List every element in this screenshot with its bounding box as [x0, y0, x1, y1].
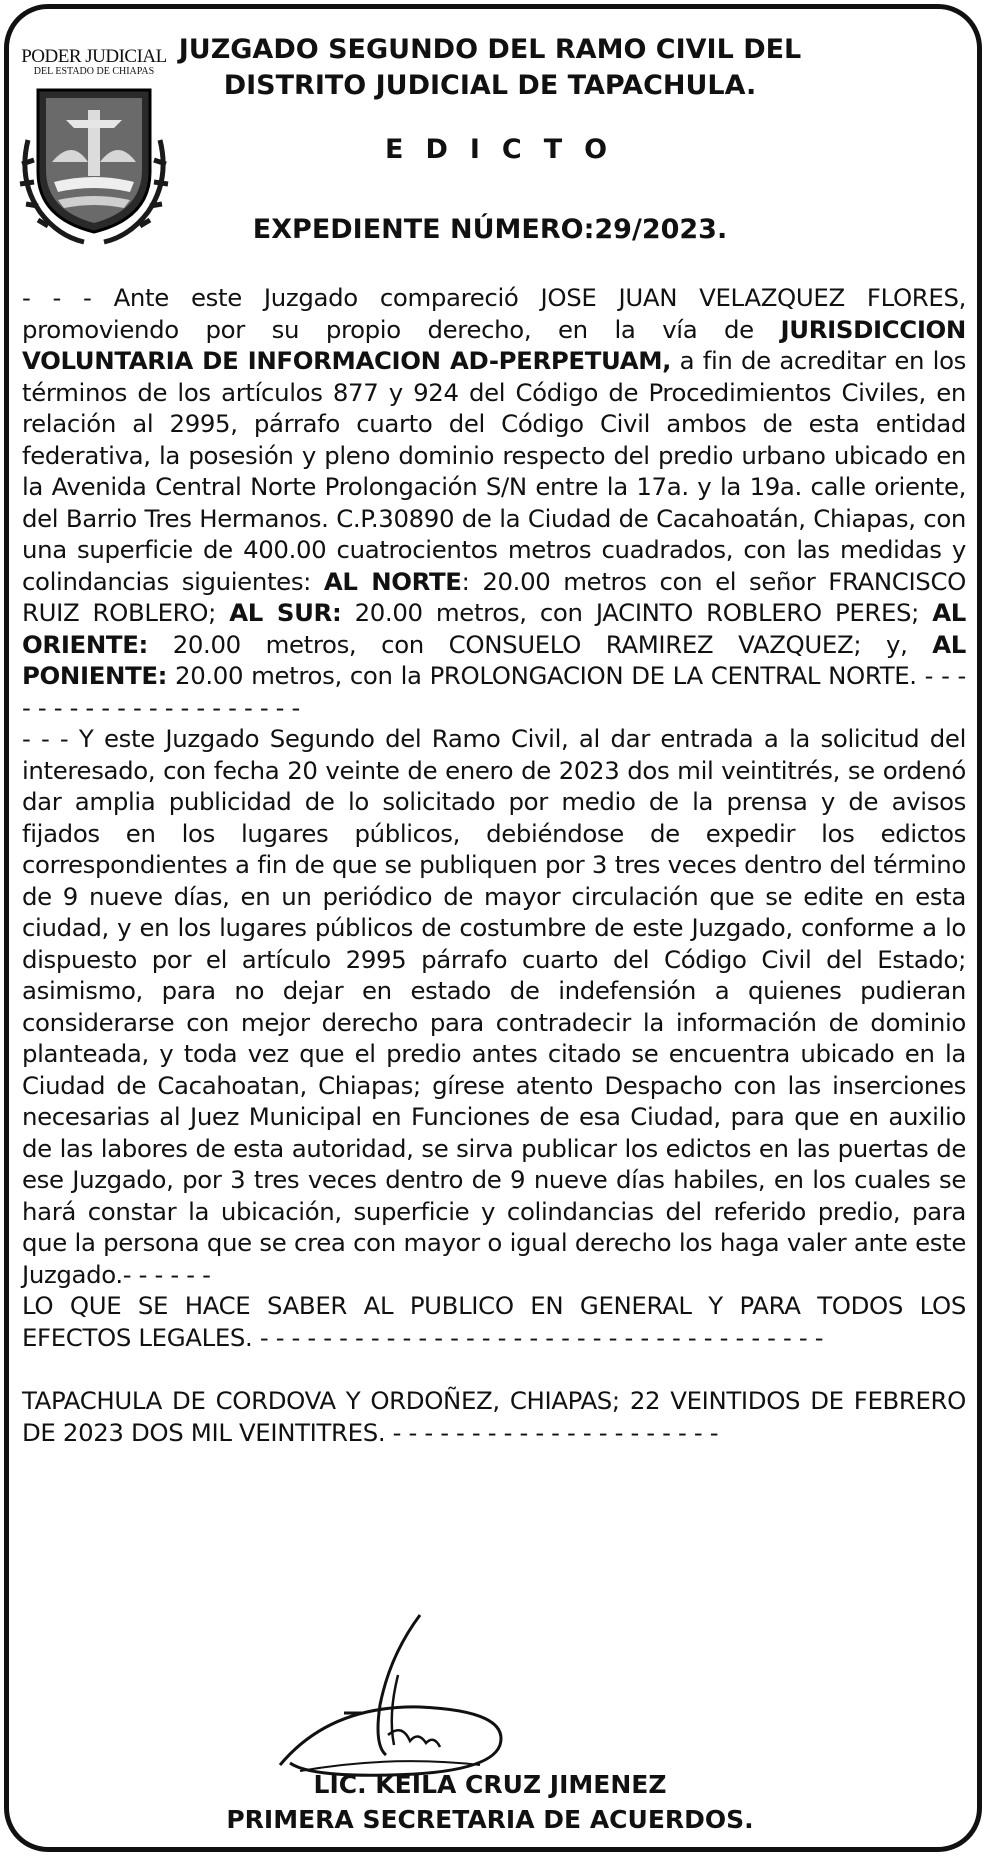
document-type-heading: EDICTO [385, 134, 630, 165]
paragraph-order: - - - Y este Juzgado Segundo del Ramo Civil, al dar entrada a la solicitud del interesado, con fecha 20 veinte de enero de 2023 dos mil veintitrés, se ordenó dar amplia publicidad de lo solicitado por medio de la prensa y de avisos fijados en los lugares públicos, debiéndose de expedir los edictos correspondientes a fin de que se publiquen por 3 tres veces dentro del término de 9 nueve días, en un periódico de mayor circulación que se edite en esta ciudad, y en los lugares públicos de costumbre de este Juzgado, conforme a lo dispuesto por el artículo 2995 párrafo cuarto del Código Civil del Estado; asimismo, para no dejar en estado de indefensión a quienes pudieran considerarse con mejor derecho para contradecir la información de dominio planteada, y toda vez que el predio antes citado se encuentra ubicado en la Ciudad de Cacahoatan, Chiapas; gírese atento Despacho con las inserciones necesarias al Juez Municipal en Funciones de esa Ciudad, para que en auxilio de las labores de esta autoridad, se sirva publicar los edictos en las puertas de ese Juzgado, por 3 tres veces dentro de 9 nueve días habiles, en los cuales se hará constar la ubicación, superficie y colindancias del referido predio, para que la persona que se crea con mayor o igual derecho los haga valer ante este Juzgado.- - - - - - [22, 724, 966, 1289]
judicial-seal-logo [18, 46, 170, 246]
coat-of-arms-icon [18, 80, 170, 246]
court-name-line-2: DISTRITO JUDICIAL DE TAPACHULA. [223, 70, 757, 101]
bold-segment: AL PONIENTE: [22, 629, 966, 690]
paragraph-request [22, 282, 966, 723]
court-name-line-1: JUZGADO SEGUNDO DEL RAMO CIVIL DEL [178, 34, 802, 65]
spacer [22, 1353, 966, 1385]
place-and-date: TAPACHULA DE CORDOVA Y ORDOÑEZ, CHIAPAS; 22 VEINTIDOS DE FEBRERO DE 2023 DOS MIL VEINTITRES. - - - - - - - - - - - - - - - - - - - - - [22, 1386, 966, 1447]
text-segment: - - - Ante este Juzgado compareció JOSE JUAN VELAZQUEZ FLORES, promoviendo por su propio derecho, en la vía de [22, 283, 966, 344]
paragraph-notice: LO QUE SE HACE SABER AL PUBLICO EN GENERAL Y PARA TODOS LOS EFECTOS LEGALES. - - - - - - - - - - - - - - - - - - - - - - - - - - - - - - - - - - - - [22, 1291, 966, 1352]
bold-segment: AL NORTE [323, 566, 462, 596]
handwritten-signature [270, 1595, 530, 1780]
logo-title: PODER JUDICIAL [21, 46, 167, 67]
text-segment: 20.00 metros, con la PROLONGACION DE LA CENTRAL NORTE. - - - - - - - - - - - - - - - - - - - - - [22, 661, 966, 722]
text-segment: 20.00 metros, con CONSUELO RAMIREZ VAZQUEZ; y, [147, 629, 933, 659]
text-segment: 20.00 metros, con JACINTO ROBLERO PERES; [341, 598, 933, 627]
case-number: EXPEDIENTE NÚMERO:29/2023. [252, 214, 728, 245]
bold-segment: AL ORIENTE: [22, 598, 966, 659]
bold-segment: AL SUR: [229, 598, 342, 627]
logo-subtitle: DEL ESTADO DE CHIAPAS [33, 66, 155, 77]
edict-body [22, 282, 966, 1448]
bold-segment: JURISDICCION VOLUNTARIA DE INFORMACION AD-PERPETUAM, [22, 314, 966, 375]
text-segment: : 20.00 metros con el señor FRANCISCO RUIZ ROBLERO; [22, 566, 966, 627]
signer-name: LIC. KEILA CRUZ JIMENEZ [313, 1770, 667, 1799]
signer-title: PRIMERA SECRETARIA DE ACUERDOS. [226, 1805, 754, 1834]
text-segment: a fin de acreditar en los términos de los artículos 877 y 924 del Código de Procedimientos Civiles, en relación al 2995, párrafo cuarto del Código Civil ambos de esta entidad federativa, la posesión y pleno dominio respecto del predio urbano ubicado en la Avenida Central Norte Prolongación S/N entre la 17a. y la 19a. calle oriente, del Barrio Tres Hermanos. C.P.30890 de la Ciudad de Cacahoatán, Chiapas, con una superficie de 400.00 cuatrocientos metros cuadrados, con las medidas y colindancias siguientes: [22, 346, 966, 596]
